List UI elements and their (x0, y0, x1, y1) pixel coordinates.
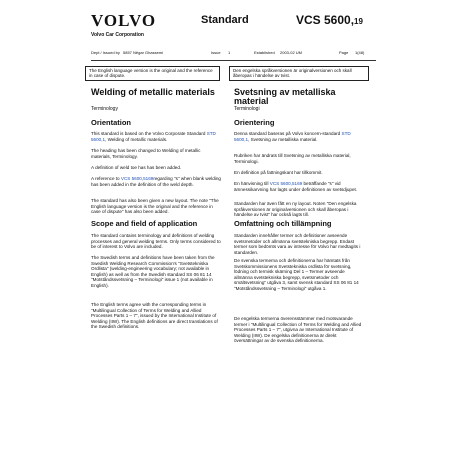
doc-number (296, 13, 363, 27)
english-orientation-p4 (91, 176, 221, 187)
swedish-scope-p1: Standarden innehåller termer och definitioner avseende svetsmetoder och allmänna svetstekniska begrepp. Endast termer som bedömts vara av intresse för Volvo har medtagits i standarden. (234, 233, 361, 255)
text-fragment: Denna standard baseras på Volvo koncern-standard (234, 131, 342, 136)
swedish-orientation-p4 (234, 181, 364, 192)
established-label: Established (254, 50, 275, 55)
doc-number-issue: 19 (354, 17, 363, 26)
text-fragment: , Svetsning av metalliska material. (248, 136, 318, 142)
volvo-logo: VOLVO (91, 11, 157, 30)
doc-type: Standard (201, 14, 249, 26)
text-fragment: A reference to (91, 176, 121, 181)
vcs-5600-5169-link[interactable]: VCS 5600,5169 (120, 176, 154, 181)
issue-label: Issue (211, 50, 221, 55)
english-subtitle: Terminology (91, 106, 118, 112)
english-scope-p2: The Swedish terms and definitions have been taken from the Swedish Welding Research Commission's "Svetstekniska Ordlista" (welding-engineering vocabulary; not available in English) as well as from the Swedish standard SS 06 81 14 "Motståndssvetsning – Terminologi" issue 1 (not available in English). (91, 255, 215, 288)
swedish-scope-heading: Omfattning och tillämpning (234, 219, 332, 228)
page-value: 1(48) (355, 50, 365, 55)
english-scope-p3: The English terms agree with the corresponding terms in "Multilingual Collection of Terms for Welding and Allied Processes Parts 1 – 7", issued by the International Institute of Welding (IIW). The English definitions are direct translations of the Swedish definitions. (91, 302, 218, 330)
header-rule (91, 60, 376, 61)
english-notice-box: The English language version is the original and the reference in case of dispute. (85, 66, 220, 81)
issue-value: 1 (228, 50, 231, 55)
swedish-orientation-p3: En definition på fattningskant har tillkommit. (234, 170, 323, 175)
corporation-name: Volvo Car Corporation (91, 32, 144, 38)
english-orientation-p5: The standard has also been given a new layout. The note "The English language version is the original and the reference in case of dispute" has also been added. (91, 198, 219, 215)
english-scope-heading: Scope and field of application (91, 219, 198, 228)
meta-row (91, 50, 376, 58)
english-title: Welding of metallic materials (91, 87, 215, 97)
swedish-orientation-p2: Rubriken har ändrats till Svetsning av metalliska material, Terminologi. (234, 153, 351, 164)
english-orientation-p2: The heading has been changed to Welding of metallic materials, Terminology. (91, 148, 201, 159)
english-orientation-p1 (91, 131, 221, 142)
swedish-orientation-p1 (234, 131, 364, 142)
text-fragment: regarding "s" when blank welding has been added in the definition of the weld depth. (91, 176, 221, 187)
text-fragment: En hänvisning till (234, 181, 270, 186)
swedish-scope-p3: De engelska termerna överensstämmer med motsvarande termer i "Multilingual Collection of Terms for Welding and Allied Processes Parts 1 – 7", utgivna av International Institute of Welding (IIW). De engelska definitionerna är direkt översättningar av de svenska definitionerna. (234, 316, 362, 344)
page-label: Page (339, 50, 349, 55)
dept-label: Dept / Issued by (91, 50, 120, 55)
swedish-notice-box: Den engelska språkversionen är originalversionen och skall åberopas i händelse av tvist. (229, 66, 369, 81)
english-scope-p1: The standard contains terminology and definitions of welding processes and general welding terms. Only terms considered to be of interest to Volvo are included. (91, 233, 221, 250)
established-value: 2003-02 UM (280, 50, 303, 55)
english-orientation-p3: A definition of weld toe has has been added. (91, 165, 182, 170)
swedish-title: Svetsning av metalliska material (234, 87, 336, 106)
text-fragment: , Welding of metallic materials. (105, 136, 168, 142)
swedish-orientation-heading: Orientering (234, 118, 275, 127)
vcs-5600-5169-link[interactable]: VCS 5600,5169 (269, 181, 303, 186)
swedish-subtitle: Terminologi (234, 106, 260, 112)
text-fragment: This standard is based on the Volvo Corporate Standard (91, 131, 207, 136)
std-5600-1-link[interactable]: STD 5600,1 (91, 131, 216, 142)
english-orientation-heading: Orientation (91, 118, 132, 127)
doc-number-main: VCS 5600, (296, 13, 355, 27)
text-fragment: beträffande "s" vid ämnessikarvning har lagts under definitionen av svetsdjupet. (234, 181, 358, 192)
swedish-scope-p2: De svenska termerna och definitionerna har hämtats från Svetskommissionens Svetstekniska ordlista för svetsning, lödning och termisk skärning Del 1 – Termer avseende allmänna svetstekniska begrepp, svetsmetoder och smältsvetsning" utgåva 3, samt svensk standard SS 06 81 14 "Motståndssvetsning – Terminologi" utgåva 1. (234, 258, 359, 291)
std-5600-1-link[interactable]: STD 5600,1 (234, 131, 351, 142)
swedish-orientation-p5: Standarden har även fått en ny layout. Noten "Den engelska språkversionen är originalversionen och skall åberopas i händelse av tvist" har också lagts till. (234, 201, 357, 218)
dept-value: 5857 Nēgar Ghassemi (123, 50, 164, 55)
